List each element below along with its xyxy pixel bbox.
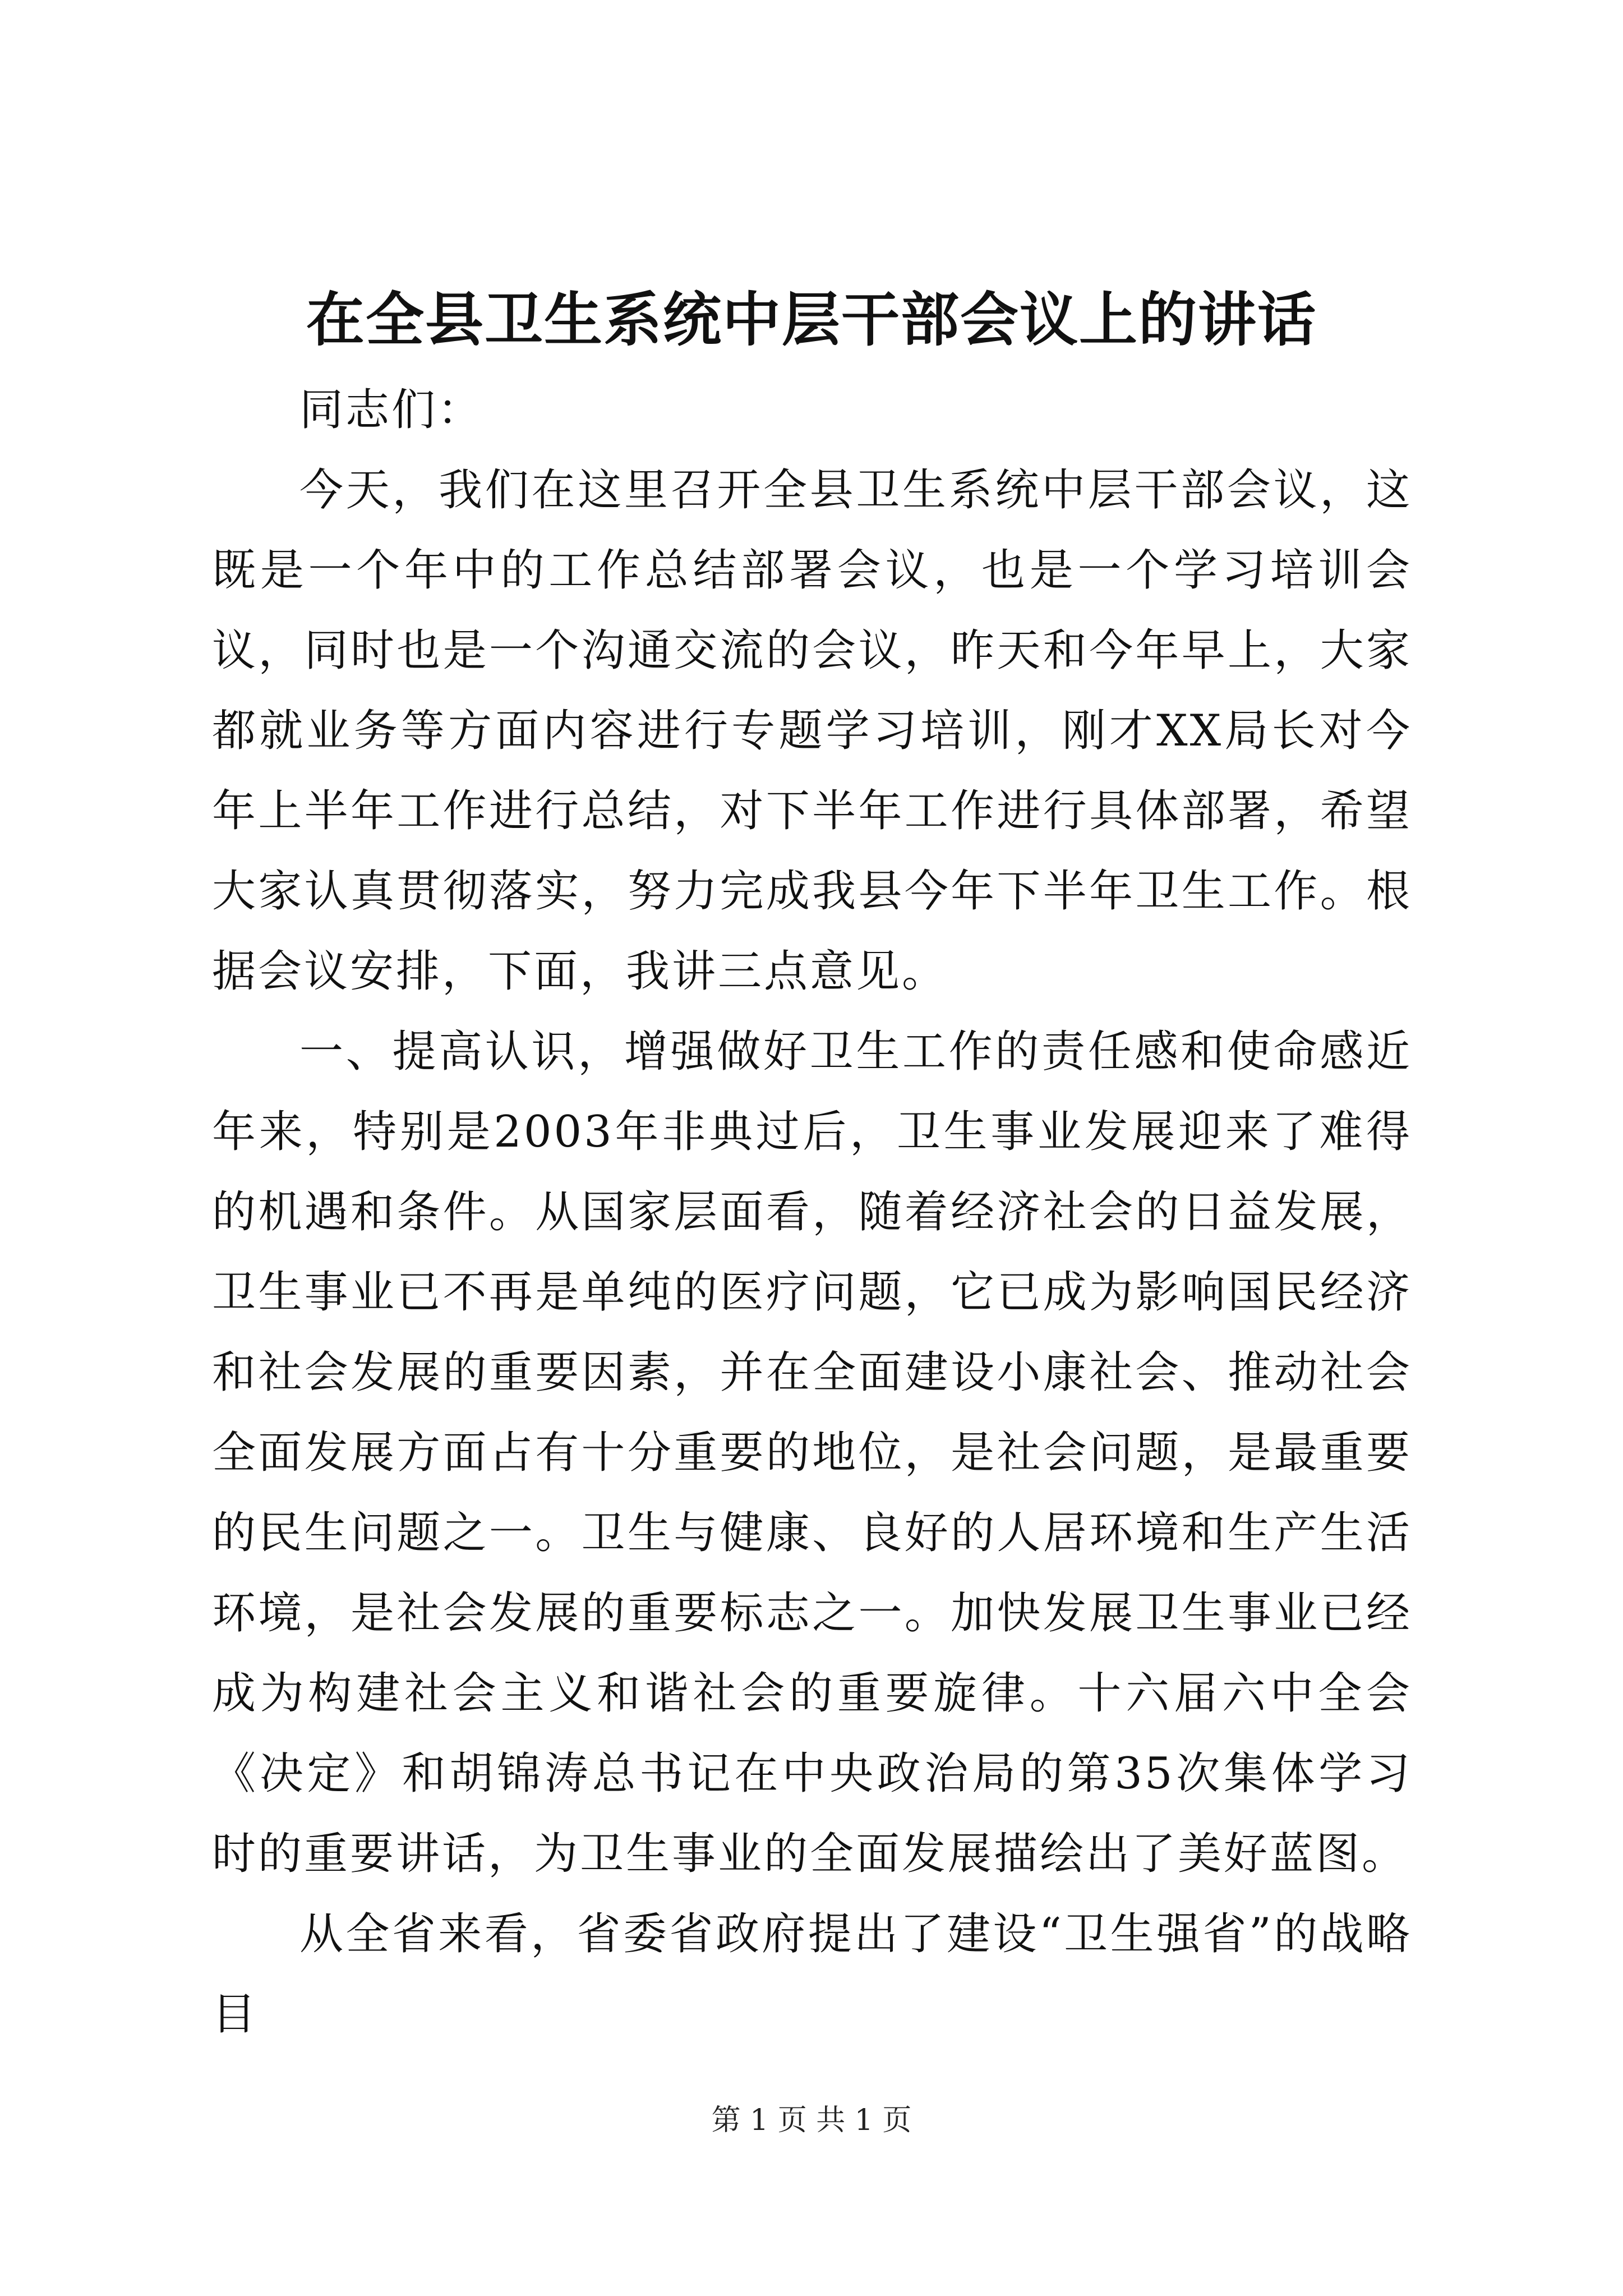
salutation: 同志们： [299,385,484,435]
page-footer: 第 1 页 共 1 页 [711,2104,912,2137]
paragraph-opening: 今天，我们在这里召开全县卫生系统中层干部会议，这既是一个年中的工作总结部署会议，也是一个学习培训会议，同时也是一个沟通交流的会议，昨天和今年早上，大家都就业务等方面内容进行专题学习培训，刚才XX局长对今年上半年工作进行总结，对下半年工作进行具体部署，希望大家认真贯彻落实，努力完成我县今年下半年卫生工作。根据会议安排，下面，我讲三点意见。 [212,465,1412,997]
paragraph-section-one: 一、提高认识，增强做好卫生工作的责任感和使命感近年来，特别是2003年非典过后，卫生事业发展迎来了难得的机遇和条件。从国家层面看，随着经济社会的日益发展，卫生事业已不再是单纯的医疗问题，它已成为影响国民经济和社会发展的重要因素，并在全面建设小康社会、推动社会全面发展方面占有十分重要的地位，是社会问题，是最重要的民生问题之一。卫生与健康、良好的人居环境和生产生活环境，是社会发展的重要标志之一。加快发展卫生事业已经成为构建社会主义和谐社会的重要旋律。十六届六中全会《决定》和胡锦涛总书记在中央政治局的第35次集体学习时的重要讲话，为卫生事业的全面发展描绘出了美好蓝图。 [212,1027,1412,1879]
paragraph-province: 从全省来看，省委省政府提出了建设“卫生强省”的战略目 [212,1909,1412,2040]
document-title: 在全县卫生系统中层干部会议上的讲话 [306,285,1317,354]
document-body [212,370,1412,2055]
